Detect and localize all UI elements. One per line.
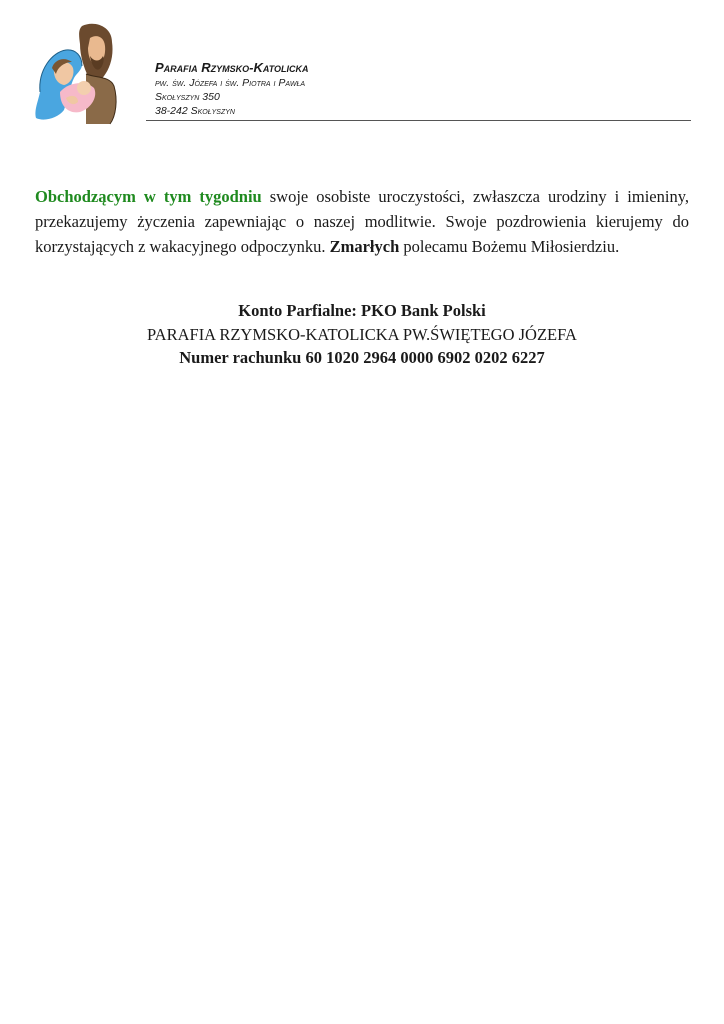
parish-name: Parafia Rzymsko-Katolicka	[155, 60, 309, 75]
deceased-lead: Zmarłych	[329, 237, 400, 256]
announcement-text-1: swoje osobiste uroczystości, zwłaszcza urodziny i imieniny, przekazujemy życzenia zapewniając o naszej modlitwie. Swoje pozdrowienia kierujemy do korzystających z wakacyjnego odpoczynku.	[35, 187, 689, 256]
parish-street: Skołyszyn 350	[155, 91, 220, 103]
parish-patrons: pw. św. Józefa i św. Piotra i Pawła	[155, 77, 306, 89]
holy-family-icon	[30, 22, 126, 126]
announcement-lead: Obchodzącym w tym tygodniu	[35, 187, 262, 206]
bank-account-block	[35, 299, 689, 370]
account-number-line: Numer rachunku 60 1020 2964 0000 6902 0202 6227	[179, 348, 545, 367]
bank-line: Konto Parfialne: PKO Bank Polski	[238, 301, 486, 320]
announcement-paragraph	[35, 184, 689, 259]
header-divider	[146, 120, 691, 121]
parish-postal: 38-242 Skołyszyn	[155, 105, 235, 117]
letterhead	[155, 60, 691, 118]
announcement-text-2: polecamu Bożemu Miłosierdziu.	[399, 237, 620, 256]
account-holder-line: PARAFIA RZYMSKO-KATOLICKA PW.ŚWIĘTEGO JÓZEFA	[147, 324, 577, 344]
